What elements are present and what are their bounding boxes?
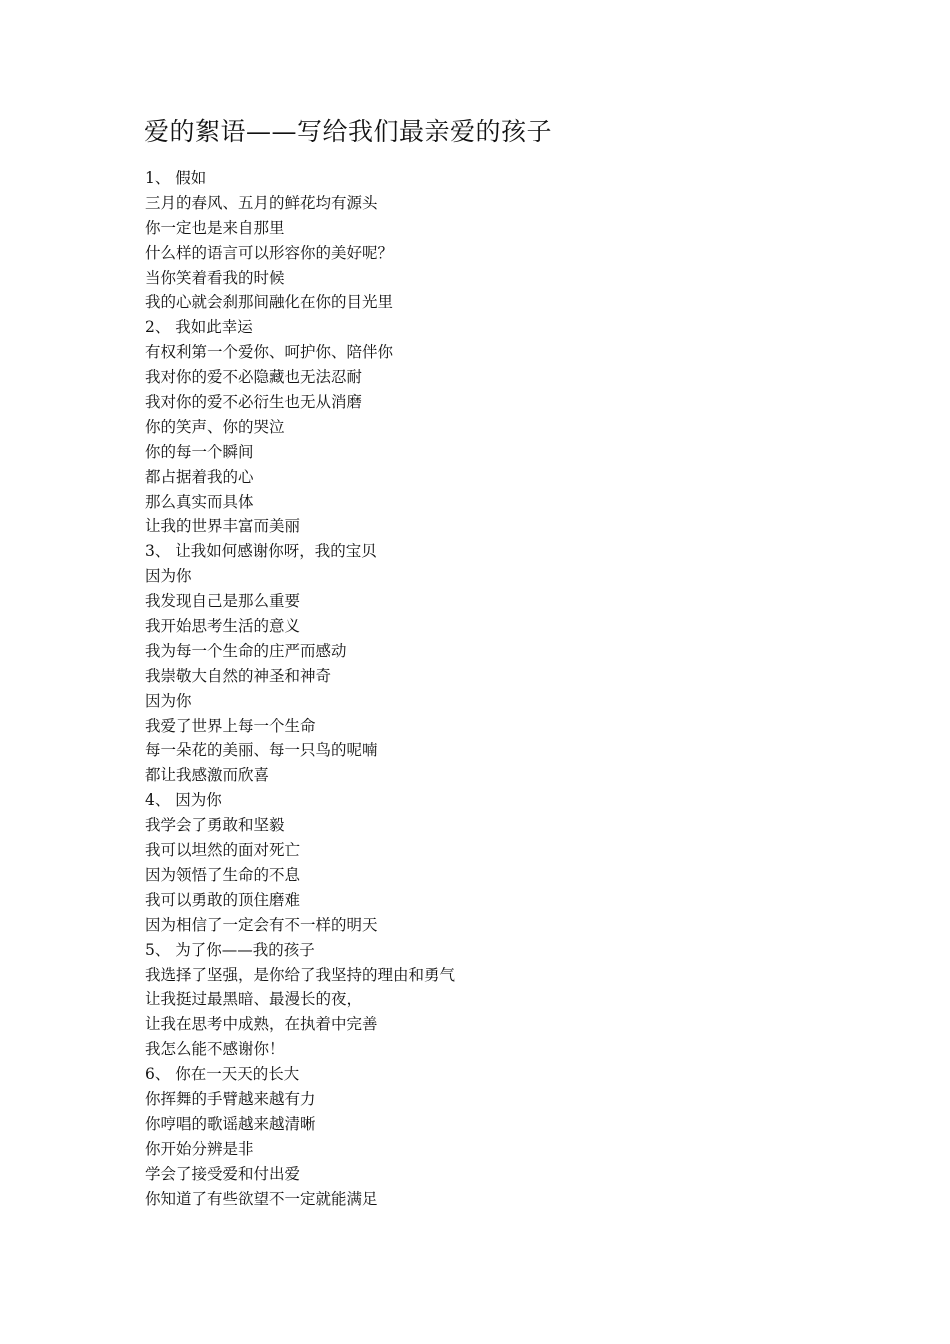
poem-line: 你一定也是来自那里 bbox=[145, 218, 285, 237]
poem-line: 让我挺过最黑暗、最漫长的夜， bbox=[145, 990, 363, 1009]
poem-line: 我爱了世界上每一个生命 bbox=[145, 716, 316, 735]
poem-line: 每一朵花的美丽、每一只鸟的呢喃 bbox=[145, 741, 378, 760]
poem-line: 都让我感激而欣喜 bbox=[145, 766, 270, 785]
poem-line: 让我在思考中成熟，在执着中完善 bbox=[145, 1015, 378, 1034]
poem-line: 2、 我如此幸运 bbox=[145, 318, 253, 337]
poem-line: 我学会了勇敢和坚毅 bbox=[145, 816, 285, 835]
poem-line: 6、 你在一天天的长大 bbox=[145, 1065, 300, 1084]
poem-line: 三月的春风、五月的鲜花均有源头 bbox=[145, 193, 378, 212]
poem-line: 1、 假如 bbox=[145, 169, 207, 187]
poem-line: 学会了接受爱和付出爱 bbox=[145, 1164, 301, 1183]
poem-line: 什么样的语言可以形容你的美好呢？ bbox=[145, 243, 394, 262]
poem-line: 你知道了有些欲望不一定就能满足 bbox=[145, 1189, 378, 1208]
poem-body bbox=[145, 166, 865, 1211]
poem-line: 我发现自己是那么重要 bbox=[145, 592, 301, 611]
poem-line: 5、 为了你——我的孩子 bbox=[145, 940, 315, 959]
poem-line: 我开始思考生活的意义 bbox=[145, 617, 301, 636]
poem-line: 因为相信了一定会有不一样的明天 bbox=[145, 915, 378, 934]
poem-line: 我崇敬大自然的神圣和神奇 bbox=[145, 666, 332, 685]
poem-line: 因为领悟了生命的不息 bbox=[145, 865, 301, 884]
poem-line: 你的每一个瞬间 bbox=[145, 442, 254, 461]
poem-line: 我的心就会刹那间融化在你的目光里 bbox=[145, 293, 394, 312]
poem-line: 4、 因为你 bbox=[145, 791, 222, 810]
poem-line: 我选择了坚强，是你给了我坚持的理由和勇气 bbox=[145, 965, 456, 984]
poem-line: 我怎么能不感谢你！ bbox=[145, 1040, 285, 1059]
poem-line: 我可以勇敢的顶住磨难 bbox=[145, 890, 301, 909]
poem-line: 你挥舞的手臂越来越有力 bbox=[145, 1089, 316, 1108]
poem-line: 那么真实而具体 bbox=[145, 492, 254, 511]
poem-line: 让我的世界丰富而美丽 bbox=[145, 517, 301, 536]
poem-line: 都占据着我的心 bbox=[145, 467, 254, 486]
poem-line: 我对你的爱不必衍生也无从消磨 bbox=[145, 393, 363, 412]
document-title: 爱的絮语——写给我们最亲爱的孩子 bbox=[144, 117, 553, 146]
poem-line: 因为你 bbox=[145, 691, 192, 710]
poem-line: 你开始分辨是非 bbox=[145, 1139, 254, 1158]
poem-line: 我对你的爱不必隐藏也无法忍耐 bbox=[145, 368, 363, 387]
poem-line: 3、 让我如何感谢你呀，我的宝贝 bbox=[145, 542, 377, 561]
poem-line: 你的笑声、你的哭泣 bbox=[145, 417, 285, 436]
poem-line: 你哼唱的歌谣越来越清晰 bbox=[145, 1114, 316, 1133]
poem-line: 因为你 bbox=[145, 567, 192, 586]
poem-line: 我可以坦然的面对死亡 bbox=[145, 841, 301, 860]
poem-line: 有权利第一个爱你、呵护你、陪伴你 bbox=[145, 343, 394, 362]
poem-line: 当你笑着看我的时候 bbox=[145, 268, 285, 287]
poem-line: 我为每一个生命的庄严而感动 bbox=[145, 641, 347, 660]
